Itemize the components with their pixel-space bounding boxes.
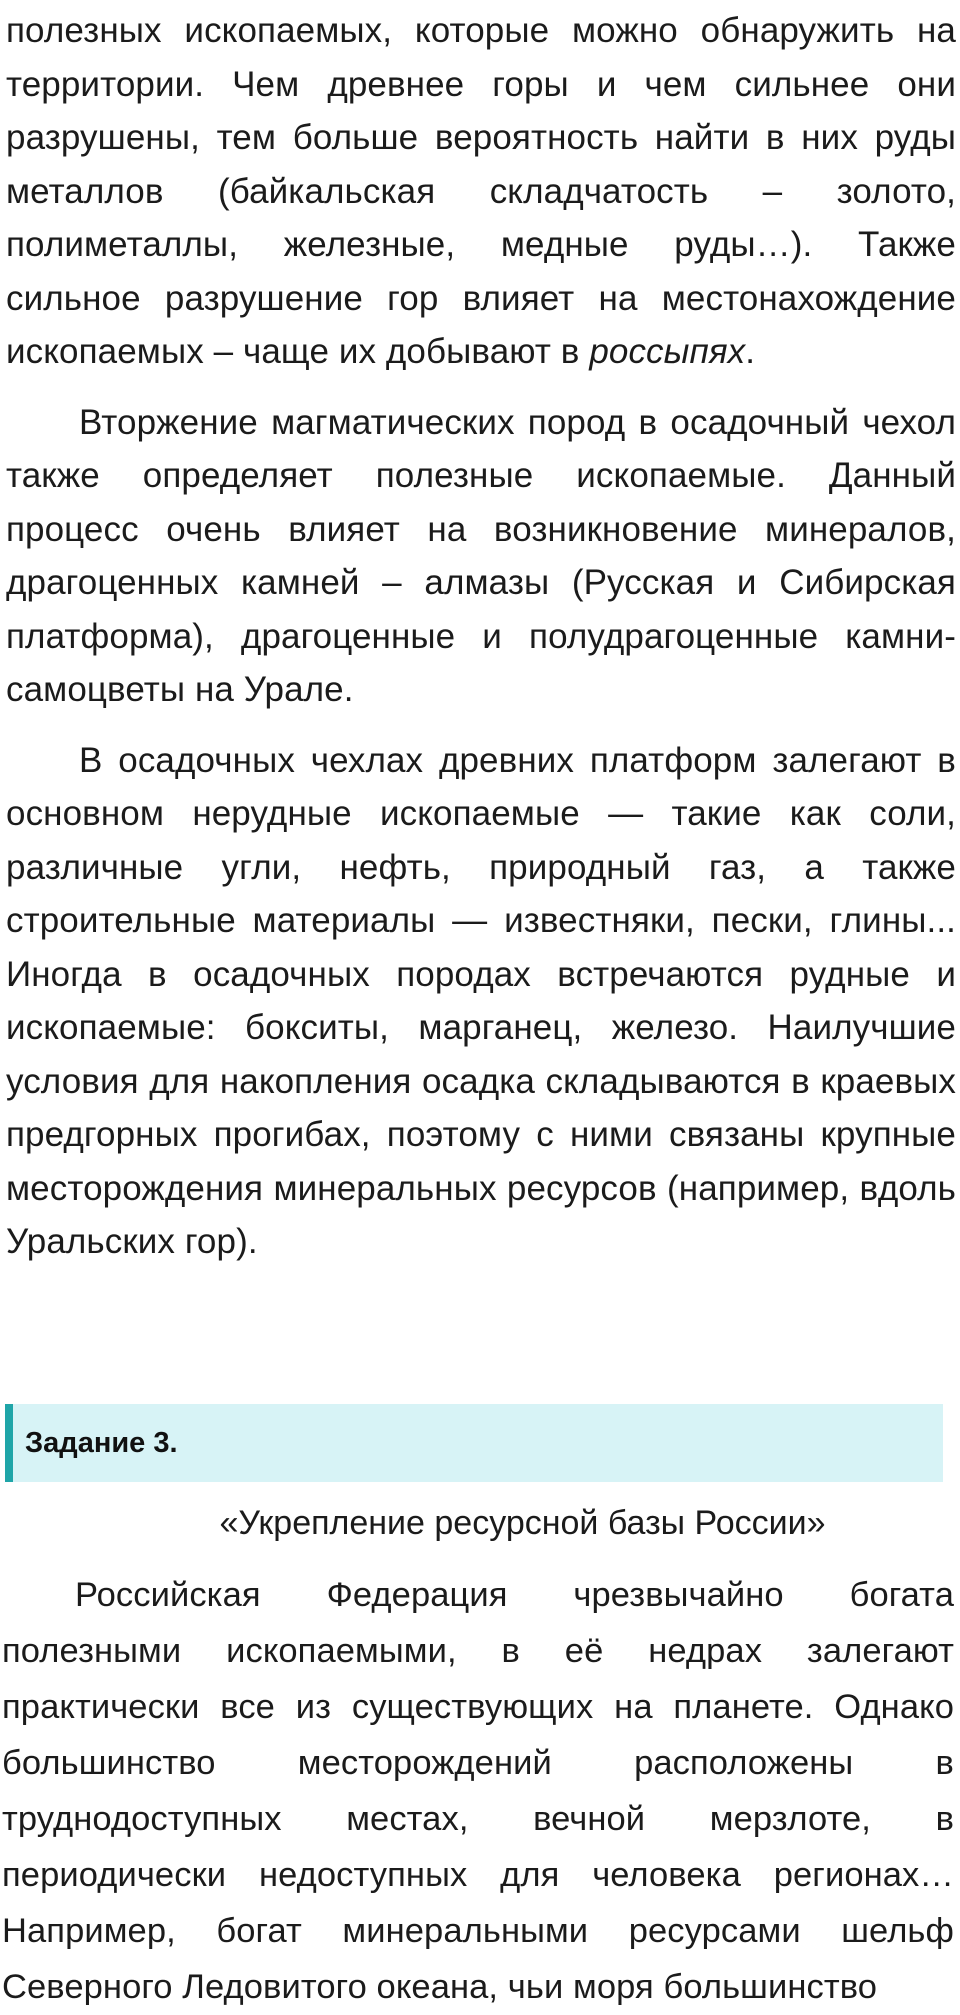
- document-body: [6, 0, 956, 1269]
- paragraph-ore-deposits: [6, 4, 956, 379]
- paragraph-sedimentary-cover: В осадочных чехлах древних платформ залегают в основном нерудные ископаемые — такие как соли, различные угли, нефть, природный газ, а также строительные материалы — известняки, пески, глины... Иногда в осадочных породах встречаются рудные и ископаемые: бокситы, марганец, железо. Наилучшие условия для накопления осадка складываются в краевых предгорных прогибах, поэтому с ними связаны крупные месторождения минеральных ресурсов (например, вдоль Уральских гор).: [6, 740, 956, 1261]
- emphasized-term: россыпях: [589, 332, 746, 371]
- task-header: [5, 1404, 943, 1482]
- paragraph-task-text: Российская Федерация чрезвычайно богата полезными ископаемыми, в её недрах залегают практически все из существующих на планете. Однако большинство месторождений расположены в труднодоступных местах, вечной мерзлоте, в периодически недоступных для человека регионах… Например, богат минеральными ресурсами шельф Северного Ледовитого океана, чьи моря большинство: [2, 1576, 954, 2006]
- task-subtitle: «Укрепление ресурсной базы России»: [219, 1504, 826, 1542]
- paragraph-magmatic-rocks: Вторжение магматических пород в осадочный чехол также определяет полезные ископаемые. Данный процесс очень влияет на возникновение минералов, драгоценных камней – алмазы (Русская и Сибирская платформа), драгоценные и полудрагоценные камни-самоцветы на Урале.: [6, 402, 956, 709]
- task-title: Задание 3.: [25, 1427, 178, 1459]
- paragraph-text: полезных ископаемых, которые можно обнаружить на территории. Чем древнее горы и чем сильнее они разрушены, тем больше вероятность найти в них руды металлов (байкальская складчатость – золото, полиметаллы, железные, медные руды…). Также сильное разрушение гор влияет на местонахождение ископаемых – чаще их добывают в: [6, 11, 956, 371]
- paragraph-text-end: .: [745, 332, 756, 371]
